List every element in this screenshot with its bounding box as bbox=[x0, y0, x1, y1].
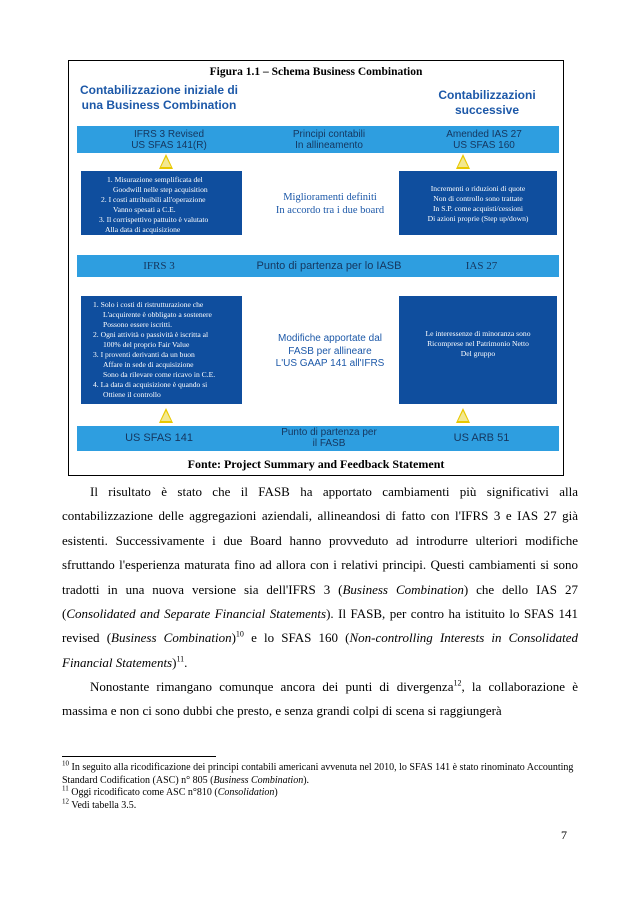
arrow-up-icon bbox=[456, 154, 470, 169]
band2-right-label: IAS 27 bbox=[465, 260, 498, 272]
box-us-sfas141-changes: 1. Solo i costi di ristrutturazione che L'acquirente è obbligato a sostenere Possono essere iscritti. 2. Ogni attività o passività è iscritta al 100% del proprio Fair Value 3. I proventi derivanti da un buon Affare in sede di acquisizione Sono da rilevare come ricavo in C.E. 4. La data di acquisizione è quando si Ottiene il controllo bbox=[81, 296, 242, 404]
box-ias27-changes: Incrementi o riduzioni di quote Non di controllo sono trattate In S.P. come acquisti/cessioni Di azioni proprie (Step up/down) bbox=[399, 171, 557, 235]
band2-left-label: IFRS 3 bbox=[143, 260, 175, 272]
footnote-ref[interactable]: 12 bbox=[453, 678, 462, 688]
page-number: 7 bbox=[561, 828, 567, 842]
figure-title: Figura 1.1 – Schema Business Combination bbox=[209, 66, 423, 78]
footnote-ref[interactable]: 11 bbox=[176, 654, 185, 664]
footnote-separator bbox=[62, 756, 216, 757]
body-paragraph-2: Nonostante rimangano comunque ancora dei punti di divergenza$^{12}$, la collaborazione è massima e non ci sono dubbi che presto, e senza grandi colpi di scena si raggiungerà bbox=[62, 678, 578, 719]
arrow-up-icon bbox=[456, 408, 470, 423]
arrow-up-icon bbox=[159, 154, 173, 169]
band2-center-label: Punto di partenza per lo IASB bbox=[256, 260, 402, 272]
box-us-arb51-changes: Le interessenze di minoranza sono Ricomprese nel Patrimonio Netto Del gruppo bbox=[399, 296, 557, 404]
row1-center-note: Miglioramenti definiti In accordo tra i due board bbox=[275, 192, 385, 216]
footnote-12: $^{12}$ Vedi tabella 3.5. bbox=[62, 797, 137, 811]
band3-center-label: Punto di partenza per il FASB bbox=[281, 427, 377, 449]
band3-right-label: US ARB 51 bbox=[453, 432, 510, 444]
box-ifrs3-revised-changes: 1. Misurazione semplificata del Goodwill nelle step acquisition 2. I costi attribuibili all'operazione Vanno spesati a C.E. 3. Il corrispettivo pattuito è valutato Alla data di acquisizione bbox=[81, 171, 242, 235]
band1-center-label: Principi contabili In allineamento bbox=[292, 129, 366, 151]
band3-left-label: US SFAS 141 bbox=[125, 432, 193, 444]
footnote-ref[interactable]: 10 bbox=[235, 630, 244, 640]
body-paragraph-1: Il risultato è stato che il FASB ha apportato cambiamenti più significativi alla contabilizzazione delle aggregazioni aziendali, allineandosi di fatto con l'IFRS 3 e IAS 27 già esistenti. Successivamente i due Board hanno provveduto ad introdurre ulteriori modifiche sfruttando l'esperienza maturata fino ad allora con i relativi principi. Questi cambiamenti si sono tradotti in una nuova versione sia dell'IFRS 3 (Business Combination) che dello IAS 27 (Consolidated and Separate Financial Statements). Il FASB, per contro ha istituito lo SFAS 141 revised (Business Combination)$^{10}$ e lo SFAS 160 (Non-controlling Interests in Consolidated Financial Statements)$^{11}$. bbox=[62, 484, 579, 670]
right-header: Contabilizzazioni successive bbox=[438, 88, 536, 117]
figure-schema-business-combination bbox=[68, 60, 564, 476]
footnote-10: $^{10}$ In seguito alla ricodificazione dei principi contabili americani avvenuta nel 2010, lo SFAS 141 è stato rinominato Accounting Standard Codification (ASC) n° 805 (Business Combination). bbox=[62, 759, 574, 786]
footnote-11: $^{11}$ Oggi ricodificato come ASC n°810 (Consolidation) bbox=[62, 784, 278, 798]
arrow-up-icon bbox=[159, 408, 173, 423]
left-header: Contabilizzazione iniziale di una Business Combination bbox=[79, 83, 238, 112]
band1-right-label: Amended IAS 27 US SFAS 160 bbox=[446, 129, 522, 151]
band1-left-label: IFRS 3 Revised US SFAS 141(R) bbox=[131, 129, 207, 151]
row2-center-note: Modifiche apportate dal FASB per allineare L'US GAAP 141 all'IFRS bbox=[275, 333, 385, 369]
figure-source: Fonte: Project Summary and Feedback Statement bbox=[187, 457, 445, 471]
